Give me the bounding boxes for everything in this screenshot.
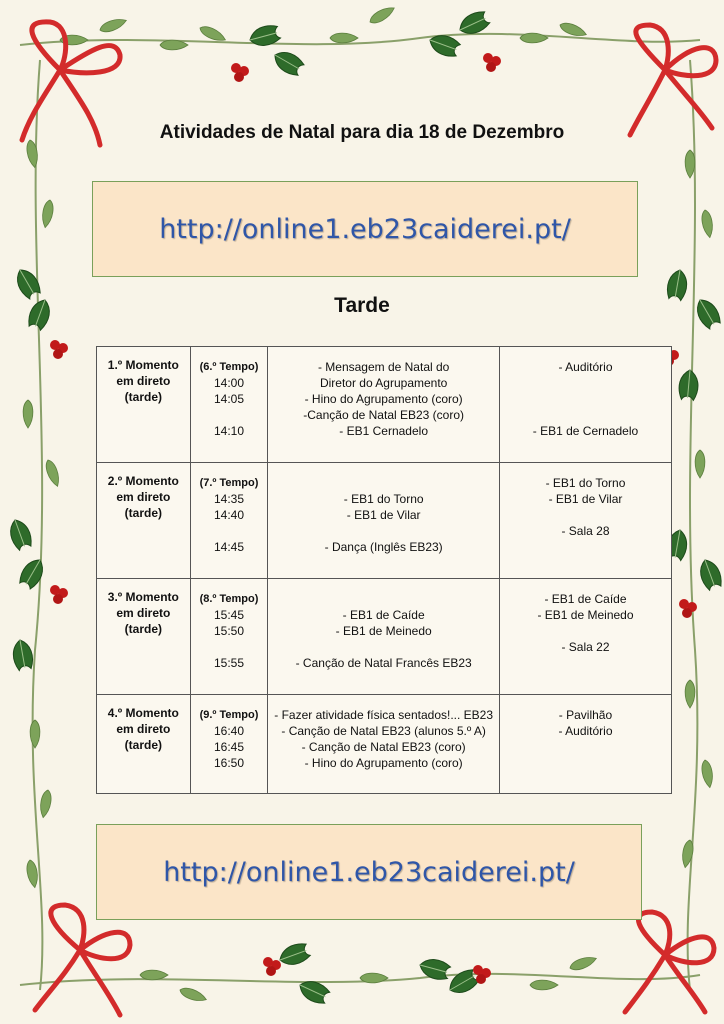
url-link-top[interactable]: http://online1.eb23caiderei.pt/ bbox=[159, 213, 571, 245]
tempo-cell bbox=[190, 579, 268, 695]
time-value: 14:45 bbox=[213, 540, 244, 554]
place-line bbox=[500, 623, 671, 639]
table-row bbox=[97, 695, 672, 794]
ribbon-bow-bottom-left bbox=[35, 905, 130, 1015]
activity-line: - Mensagem de Natal do bbox=[317, 360, 450, 374]
moment-line: 1.º Momento bbox=[107, 358, 179, 372]
activity-line: - Canção de Natal EB23 (alunos 5.º A) bbox=[281, 724, 486, 738]
place-line: - EB1 de Vilar bbox=[548, 492, 623, 506]
activity-line bbox=[268, 475, 499, 491]
moment-cell bbox=[97, 463, 191, 579]
ribbon-bow-bottom-right bbox=[625, 912, 714, 1012]
activity-line: Diretor do Agrupamento bbox=[319, 376, 448, 390]
place-line bbox=[500, 391, 671, 407]
moment-line: 4.º Momento bbox=[107, 706, 179, 720]
url-link-bottom[interactable]: http://online1.eb23caiderei.pt/ bbox=[163, 856, 575, 888]
activity-line: -Canção de Natal EB23 (coro) bbox=[303, 408, 465, 422]
activity-line: - EB1 de Vilar bbox=[346, 508, 421, 522]
moment-line: (tarde) bbox=[124, 390, 162, 404]
place-line: - EB1 do Torno bbox=[545, 476, 626, 490]
place-line: - EB1 de Caíde bbox=[544, 592, 627, 606]
place-line: - Sala 28 bbox=[561, 524, 610, 538]
moment-line: (tarde) bbox=[124, 738, 162, 752]
activities-cell bbox=[268, 463, 500, 579]
url-banner-top bbox=[92, 181, 638, 277]
activity-line bbox=[268, 639, 499, 655]
moment-cell bbox=[97, 579, 191, 695]
place-line: - EB1 de Meinedo bbox=[537, 608, 634, 622]
url-banner-bottom bbox=[96, 824, 642, 920]
moment-line: 2.º Momento bbox=[107, 474, 179, 488]
place-line: - Auditório bbox=[558, 724, 613, 738]
tempo-label: (6.º Tempo) bbox=[199, 361, 259, 373]
activities-cell bbox=[268, 695, 500, 794]
time-value: 14:40 bbox=[213, 508, 244, 522]
place-line bbox=[500, 407, 671, 423]
time-value: 14:05 bbox=[213, 392, 244, 406]
activity-line: - EB1 de Meinedo bbox=[335, 624, 432, 638]
schedule-table bbox=[96, 346, 672, 794]
moment-cell bbox=[97, 695, 191, 794]
moment-line: em direto bbox=[116, 722, 171, 736]
place-line: - Auditório bbox=[558, 360, 613, 374]
time-value: 15:55 bbox=[213, 656, 244, 670]
moment-line: em direto bbox=[116, 606, 171, 620]
page-title: Atividades de Natal para dia 18 de Dezembro bbox=[159, 122, 565, 143]
time-value: 15:45 bbox=[213, 608, 244, 622]
time-value bbox=[191, 523, 268, 539]
places-cell bbox=[499, 579, 671, 695]
time-value: 15:50 bbox=[213, 624, 244, 638]
time-value: 16:40 bbox=[213, 724, 244, 738]
moment-line: (tarde) bbox=[124, 622, 162, 636]
activity-line: - Hino do Agrupamento (coro) bbox=[304, 392, 463, 406]
places-cell bbox=[499, 347, 671, 463]
place-line bbox=[500, 375, 671, 391]
place-line: - Sala 22 bbox=[561, 640, 610, 654]
time-value: 14:10 bbox=[213, 424, 244, 438]
place-line bbox=[500, 507, 671, 523]
activity-line bbox=[268, 591, 499, 607]
section-subtitle: Tarde bbox=[334, 294, 390, 317]
activity-line: - Canção de Natal EB23 (coro) bbox=[301, 740, 466, 754]
tempo-label: (9.º Tempo) bbox=[199, 709, 259, 721]
tempo-cell bbox=[190, 347, 268, 463]
places-cell bbox=[499, 695, 671, 794]
table-row bbox=[97, 463, 672, 579]
activity-line bbox=[268, 523, 499, 539]
time-value: 14:00 bbox=[213, 376, 244, 390]
moment-line: 3.º Momento bbox=[107, 590, 179, 604]
activity-line: - Canção de Natal Francês EB23 bbox=[295, 656, 472, 670]
place-line: - EB1 de Cernadelo bbox=[532, 424, 639, 438]
places-cell bbox=[499, 463, 671, 579]
time-value bbox=[191, 639, 268, 655]
time-value: 16:50 bbox=[213, 756, 244, 770]
tempo-label: (8.º Tempo) bbox=[199, 593, 259, 605]
activities-cell bbox=[268, 347, 500, 463]
table-row bbox=[97, 347, 672, 463]
moment-line: em direto bbox=[116, 374, 171, 388]
place-line: - Pavilhão bbox=[558, 708, 613, 722]
activity-line: - Fazer atividade física sentados!... EB23 bbox=[274, 708, 494, 722]
tempo-cell bbox=[190, 695, 268, 794]
time-value bbox=[191, 407, 268, 423]
activity-line: - Hino do Agrupamento (coro) bbox=[304, 756, 463, 770]
time-value: 16:45 bbox=[213, 740, 244, 754]
activities-cell bbox=[268, 579, 500, 695]
moment-line: (tarde) bbox=[124, 506, 162, 520]
activity-line: - EB1 de Caíde bbox=[342, 608, 425, 622]
activity-line: - Dança (Inglês EB23) bbox=[324, 540, 443, 554]
table-row bbox=[97, 579, 672, 695]
moment-line: em direto bbox=[116, 490, 171, 504]
tempo-label: (7.º Tempo) bbox=[199, 477, 259, 489]
moment-cell bbox=[97, 347, 191, 463]
activity-line: - EB1 do Torno bbox=[343, 492, 424, 506]
tempo-cell bbox=[190, 463, 268, 579]
activity-line: - EB1 Cernadelo bbox=[339, 424, 428, 438]
time-value: 14:35 bbox=[213, 492, 244, 506]
